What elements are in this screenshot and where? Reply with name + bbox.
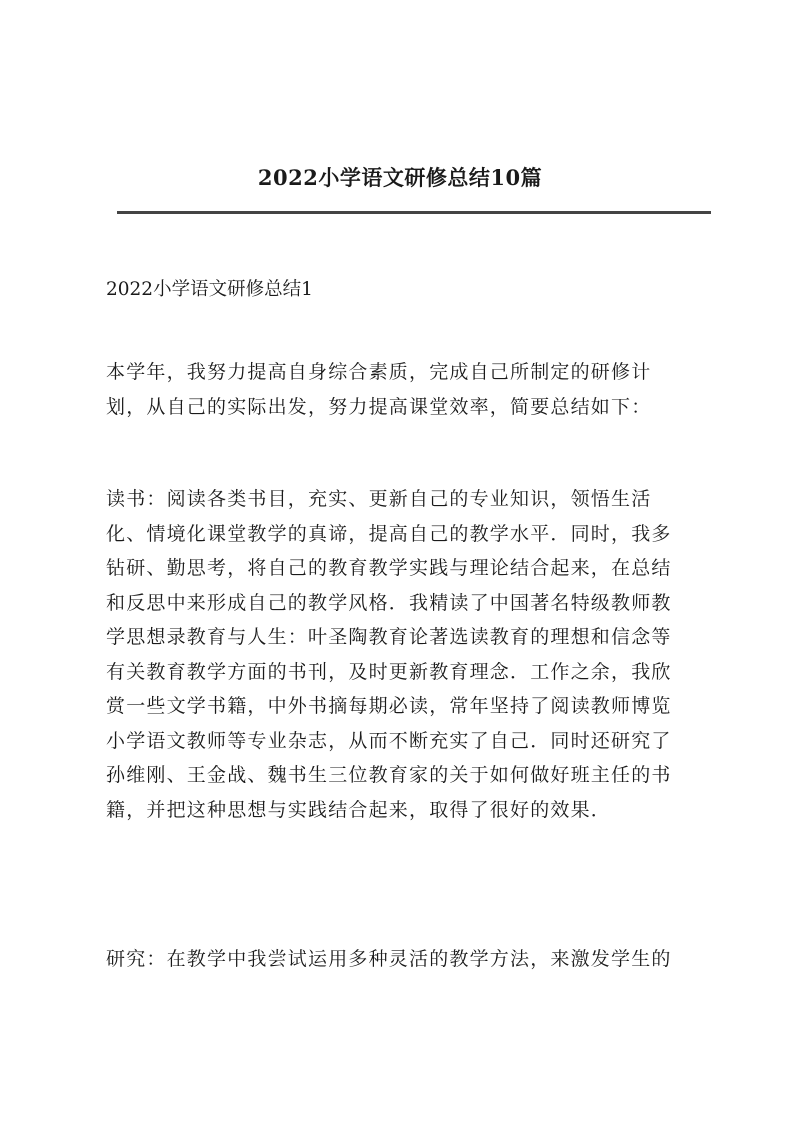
title-underline-divider — [117, 211, 711, 214]
paragraph-line: 化、情境化课堂教学的真谛，提高自己的教学水平．同时，我多 — [106, 522, 672, 545]
paragraph-reading — [106, 482, 716, 827]
paragraph-line: 赏一些文学书籍，中外书摘每期必读，常年坚持了阅读教师博览 — [106, 695, 672, 717]
paragraph-line: 籍，并把这种思想与实践结合起来，取得了很好的效果． — [106, 798, 612, 821]
section-heading: 2022小学语文研修总结1 — [106, 279, 313, 300]
paragraph-intro — [106, 355, 716, 424]
document-title: 2022小学语文研修总结10篇 — [257, 165, 543, 190]
paragraph-line: 读书：阅读各类书目，充实、更新自己的专业知识，领悟生活 — [106, 488, 652, 510]
paragraph-line: 小学语文教师等专业杂志，从而不断充实了自己．同时还研究了 — [106, 729, 672, 752]
paragraph-line: 孙维刚、王金战、魏书生三位教育家的关于如何做好班主任的书 — [106, 764, 672, 786]
paragraph-line: 本学年，我努力提高自身综合素质，完成自己所制定的研修计 — [106, 361, 652, 383]
paragraph-line: 学思想录教育与人生：叶圣陶教育论著选读教育的理想和信念等 — [106, 626, 672, 648]
paragraph-line: 和反思中来形成自己的教学风格．我精读了中国著名特级教师教 — [106, 591, 672, 614]
paragraph-line: 钻研、勤思考，将自己的教育教学实践与理论结合起来，在总结 — [106, 557, 672, 579]
paragraph-line: 研究：在教学中我尝试运用多种灵活的教学方法，来激发学生的 — [106, 948, 672, 970]
paragraph-line: 划，从自己的实际出发，努力提高课堂效率，简要总结如下： — [106, 395, 652, 418]
paragraph-research — [106, 942, 716, 977]
paragraph-line: 有关教育教学方面的书刊，及时更新教育理念．工作之余，我欣 — [106, 660, 672, 683]
